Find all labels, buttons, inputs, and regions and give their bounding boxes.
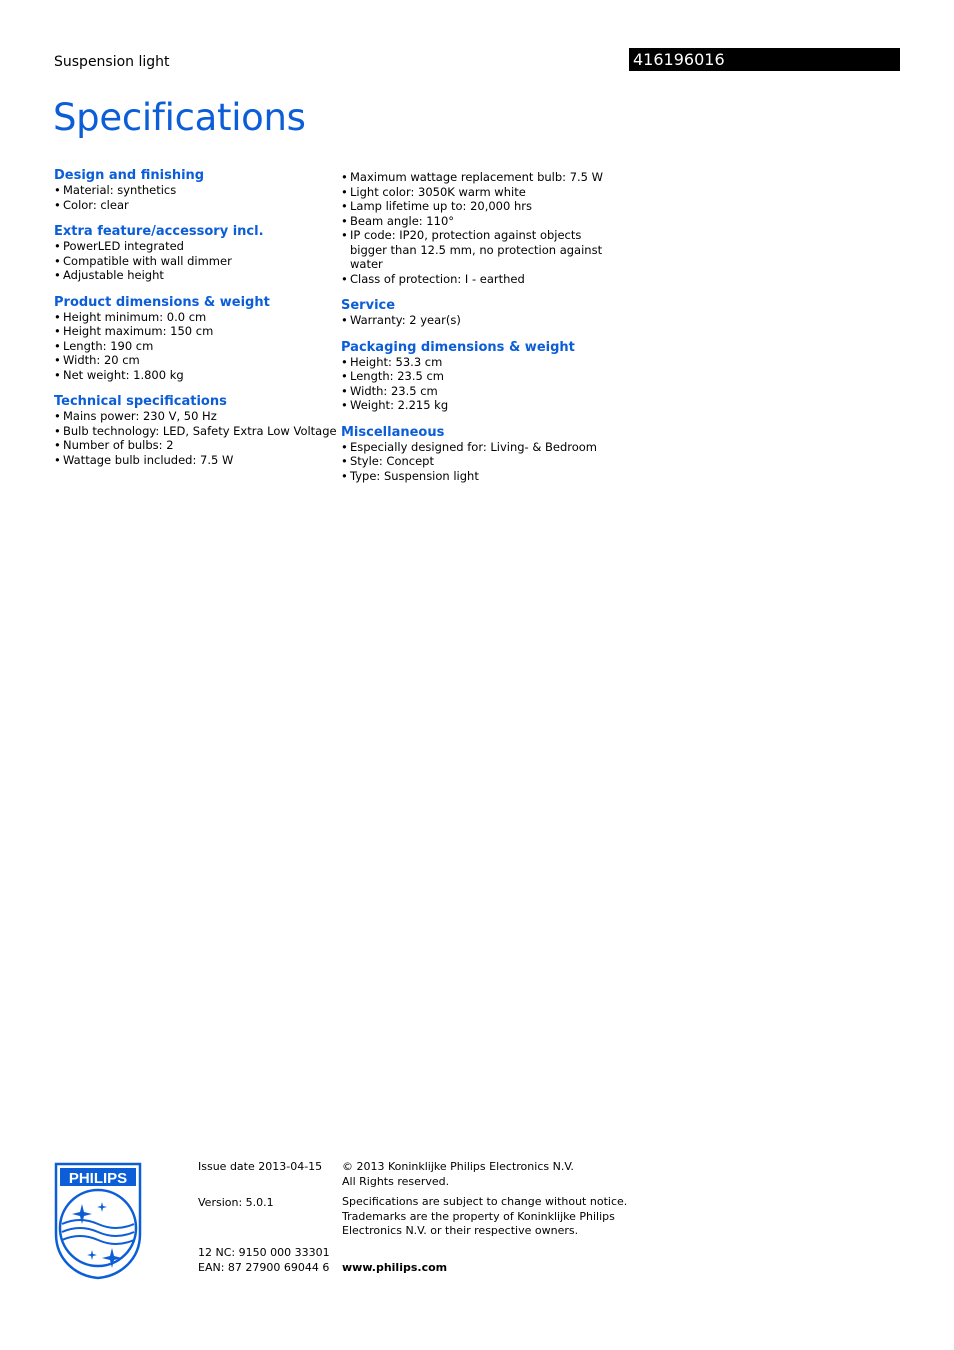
- spec-list: [54, 239, 329, 283]
- spec-item: • Mains power: 230 V, 50 Hz: [54, 409, 329, 424]
- spec-item: • Color: clear: [54, 198, 329, 213]
- section-heading: Service: [341, 298, 396, 313]
- spec-list: [341, 355, 616, 413]
- spec-section: [54, 394, 337, 467]
- spec-item: • Height: 53.3 cm: [341, 355, 616, 370]
- section-heading: Design and finishing: [54, 168, 205, 183]
- product-code-bar: 416196016: [629, 48, 900, 71]
- spec-item: • Weight: 2.215 kg: [341, 398, 616, 413]
- website-link[interactable]: www.philips.com: [342, 1260, 448, 1274]
- version: Version: 5.0.1: [198, 1195, 274, 1209]
- logo-wordmark: PHILIPS: [68, 1170, 128, 1187]
- spec-section: [54, 168, 329, 212]
- copyright-line: © 2013 Koninklijke Philips Electronics N.V.: [342, 1160, 574, 1173]
- spec-column-right: [341, 170, 616, 495]
- spec-item: • PowerLED integrated: [54, 239, 329, 254]
- spec-section: [341, 425, 616, 484]
- spec-section-continued: [341, 170, 616, 286]
- spec-list: [54, 409, 337, 467]
- section-heading: Technical specifications: [54, 394, 227, 409]
- spec-item: • Maximum wattage replacement bulb: 7.5 W: [341, 170, 616, 185]
- spec-item: • Type: Suspension light: [341, 469, 616, 484]
- spec-list: [54, 310, 329, 383]
- footer-legal: [342, 1160, 627, 1275]
- spec-item: • Warranty: 2 year(s): [341, 313, 616, 328]
- section-heading: Product dimensions & weight: [54, 294, 270, 310]
- spec-section: [54, 224, 329, 283]
- notice-line: Specifications are subject to change without notice.: [342, 1195, 628, 1208]
- spec-item: • Length: 23.5 cm: [341, 369, 616, 384]
- spec-item: • Lamp lifetime up to: 20,000 hrs: [341, 199, 616, 214]
- spec-item: • Net weight: 1.800 kg: [54, 368, 329, 383]
- page-title: Specifications: [53, 96, 306, 139]
- spec-list: [341, 440, 616, 484]
- section-heading: Extra feature/accessory incl.: [54, 224, 264, 239]
- ean-code: EAN: 87 27900 69044 6: [198, 1260, 330, 1274]
- spec-item: • IP code: IP20, protection against objects bigger than 12.5 mm, no protection against water: [341, 228, 605, 272]
- spec-item: • Bulb technology: LED, Safety Extra Low Voltage: [54, 424, 329, 439]
- spec-list: [341, 313, 616, 328]
- spec-list: [54, 183, 329, 212]
- spec-item: • Class of protection: I - earthed: [341, 272, 616, 287]
- notice-line: Trademarks are the property of Koninklijke Philips: [342, 1209, 615, 1223]
- copyright-line: All Rights reserved.: [342, 1174, 450, 1188]
- spec-section: [341, 298, 616, 328]
- spec-section: [54, 295, 329, 383]
- spec-item: • Width: 20 cm: [54, 353, 329, 368]
- spec-item: • Wattage bulb included: 7.5 W: [54, 453, 329, 468]
- spec-item: • Length: 190 cm: [54, 339, 329, 354]
- spec-item: • Material: synthetics: [54, 183, 329, 198]
- spec-item: • Beam angle: 110°: [341, 214, 616, 229]
- issue-date: Issue date 2013-04-15: [198, 1160, 323, 1173]
- spec-item: • Style: Concept: [341, 454, 616, 469]
- spec-item: • Number of bulbs: 2: [54, 438, 329, 453]
- spec-item: • Height minimum: 0.0 cm: [54, 310, 329, 325]
- spec-item: • Compatible with wall dimmer: [54, 254, 329, 269]
- spec-item: • Height maximum: 150 cm: [54, 324, 329, 339]
- spec-list: [341, 170, 616, 286]
- spec-column-left: [54, 168, 337, 479]
- spec-section: [341, 340, 616, 413]
- product-category: Suspension light: [54, 54, 170, 70]
- nc-code: 12 NC: 9150 000 33301: [198, 1246, 330, 1259]
- philips-shield-logo: [54, 1162, 142, 1280]
- spec-item: • Width: 23.5 cm: [341, 384, 616, 399]
- notice-line: Electronics N.V. or their respective owners.: [342, 1224, 579, 1237]
- section-heading: Miscellaneous: [341, 424, 445, 440]
- spec-item: • Light color: 3050K warm white: [341, 185, 616, 200]
- section-heading: Packaging dimensions & weight: [341, 339, 575, 355]
- spec-item: • Adjustable height: [54, 268, 329, 283]
- footer-meta: [198, 1160, 330, 1275]
- spec-item: • Especially designed for: Living- & Bedroom: [341, 440, 616, 455]
